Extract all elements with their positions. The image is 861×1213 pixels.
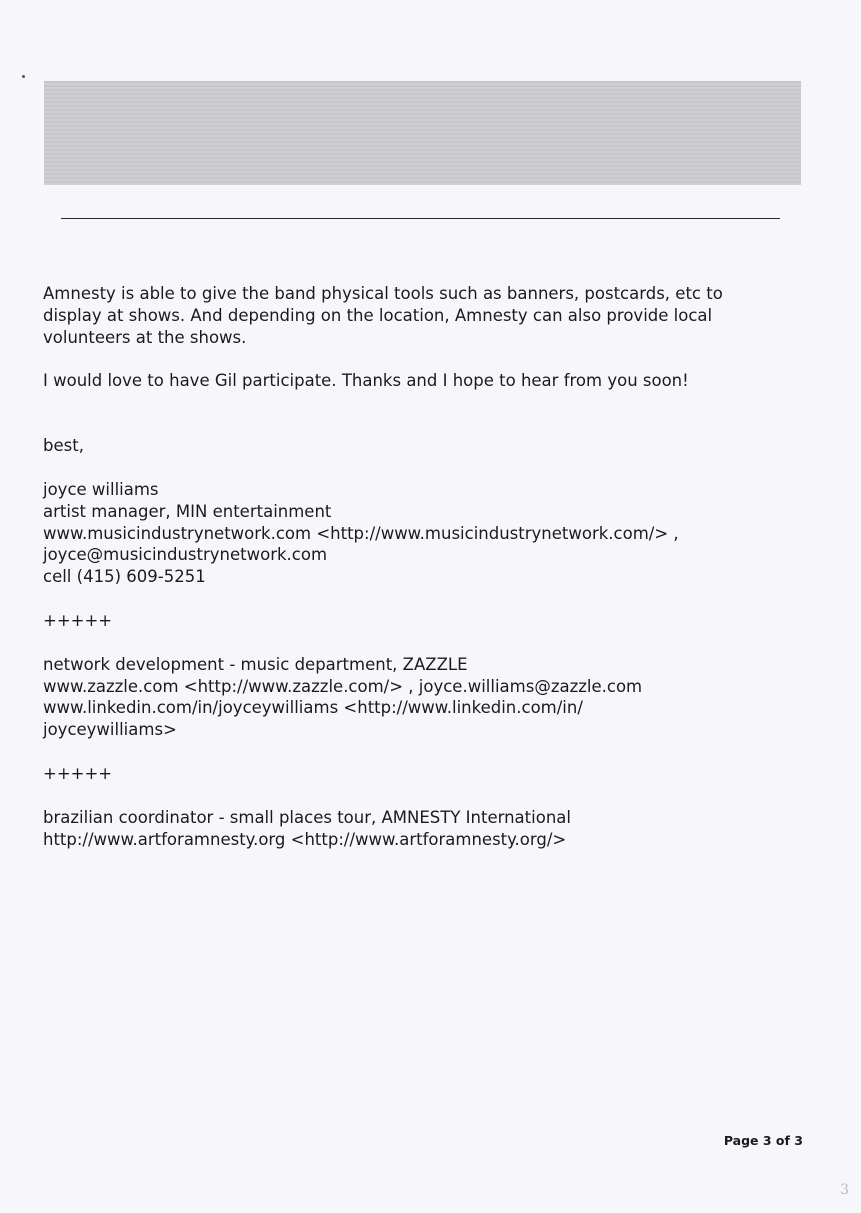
paragraph-line: display at shows. And depending on the location, Amnesty can also provide local xyxy=(43,305,713,325)
email-line: joyce@musicindustrynetwork.com xyxy=(43,545,328,565)
corner-page-mark: 3 xyxy=(840,1182,849,1198)
linkedin-line: joyceywilliams> xyxy=(43,720,177,740)
redacted-block xyxy=(44,81,801,185)
website-line: www.musicindustrynetwork.com <http://www.musicindustrynetwork.com/> , xyxy=(43,523,679,543)
separator: +++++ xyxy=(43,610,113,630)
closing: best, xyxy=(43,436,84,456)
horizontal-rule xyxy=(61,218,780,219)
paragraph-line: Amnesty is able to give the band physical tools such as banners, postcards, etc to xyxy=(43,284,723,303)
amnesty-line: http://www.artforamnesty.org <http://www.artforamnesty.org/> xyxy=(43,829,567,849)
page-number: Page 3 of 3 xyxy=(723,1133,803,1148)
paragraph-line: volunteers at the shows. xyxy=(43,327,247,347)
signature-name: joyce williams xyxy=(43,479,159,499)
letter-body xyxy=(43,283,803,850)
linkedin-line: www.linkedin.com/in/joyceywilliams <http://www.linkedin.com/in/ xyxy=(43,698,583,718)
zazzle-line: www.zazzle.com <http://www.zazzle.com/> , joyce.williams@zazzle.com xyxy=(43,676,643,696)
paragraph-line: I would love to have Gil participate. Thanks and I hope to hear from you soon! xyxy=(43,371,689,391)
signature-title: artist manager, MIN entertainment xyxy=(43,501,332,521)
separator: +++++ xyxy=(43,763,113,783)
zazzle-role: network development - music department, ZAZZLE xyxy=(43,654,468,674)
cell-line: cell (415) 609-5251 xyxy=(43,567,206,587)
amnesty-role: brazilian coordinator - small places tour, AMNESTY International xyxy=(43,807,571,827)
scan-speck xyxy=(22,75,25,78)
